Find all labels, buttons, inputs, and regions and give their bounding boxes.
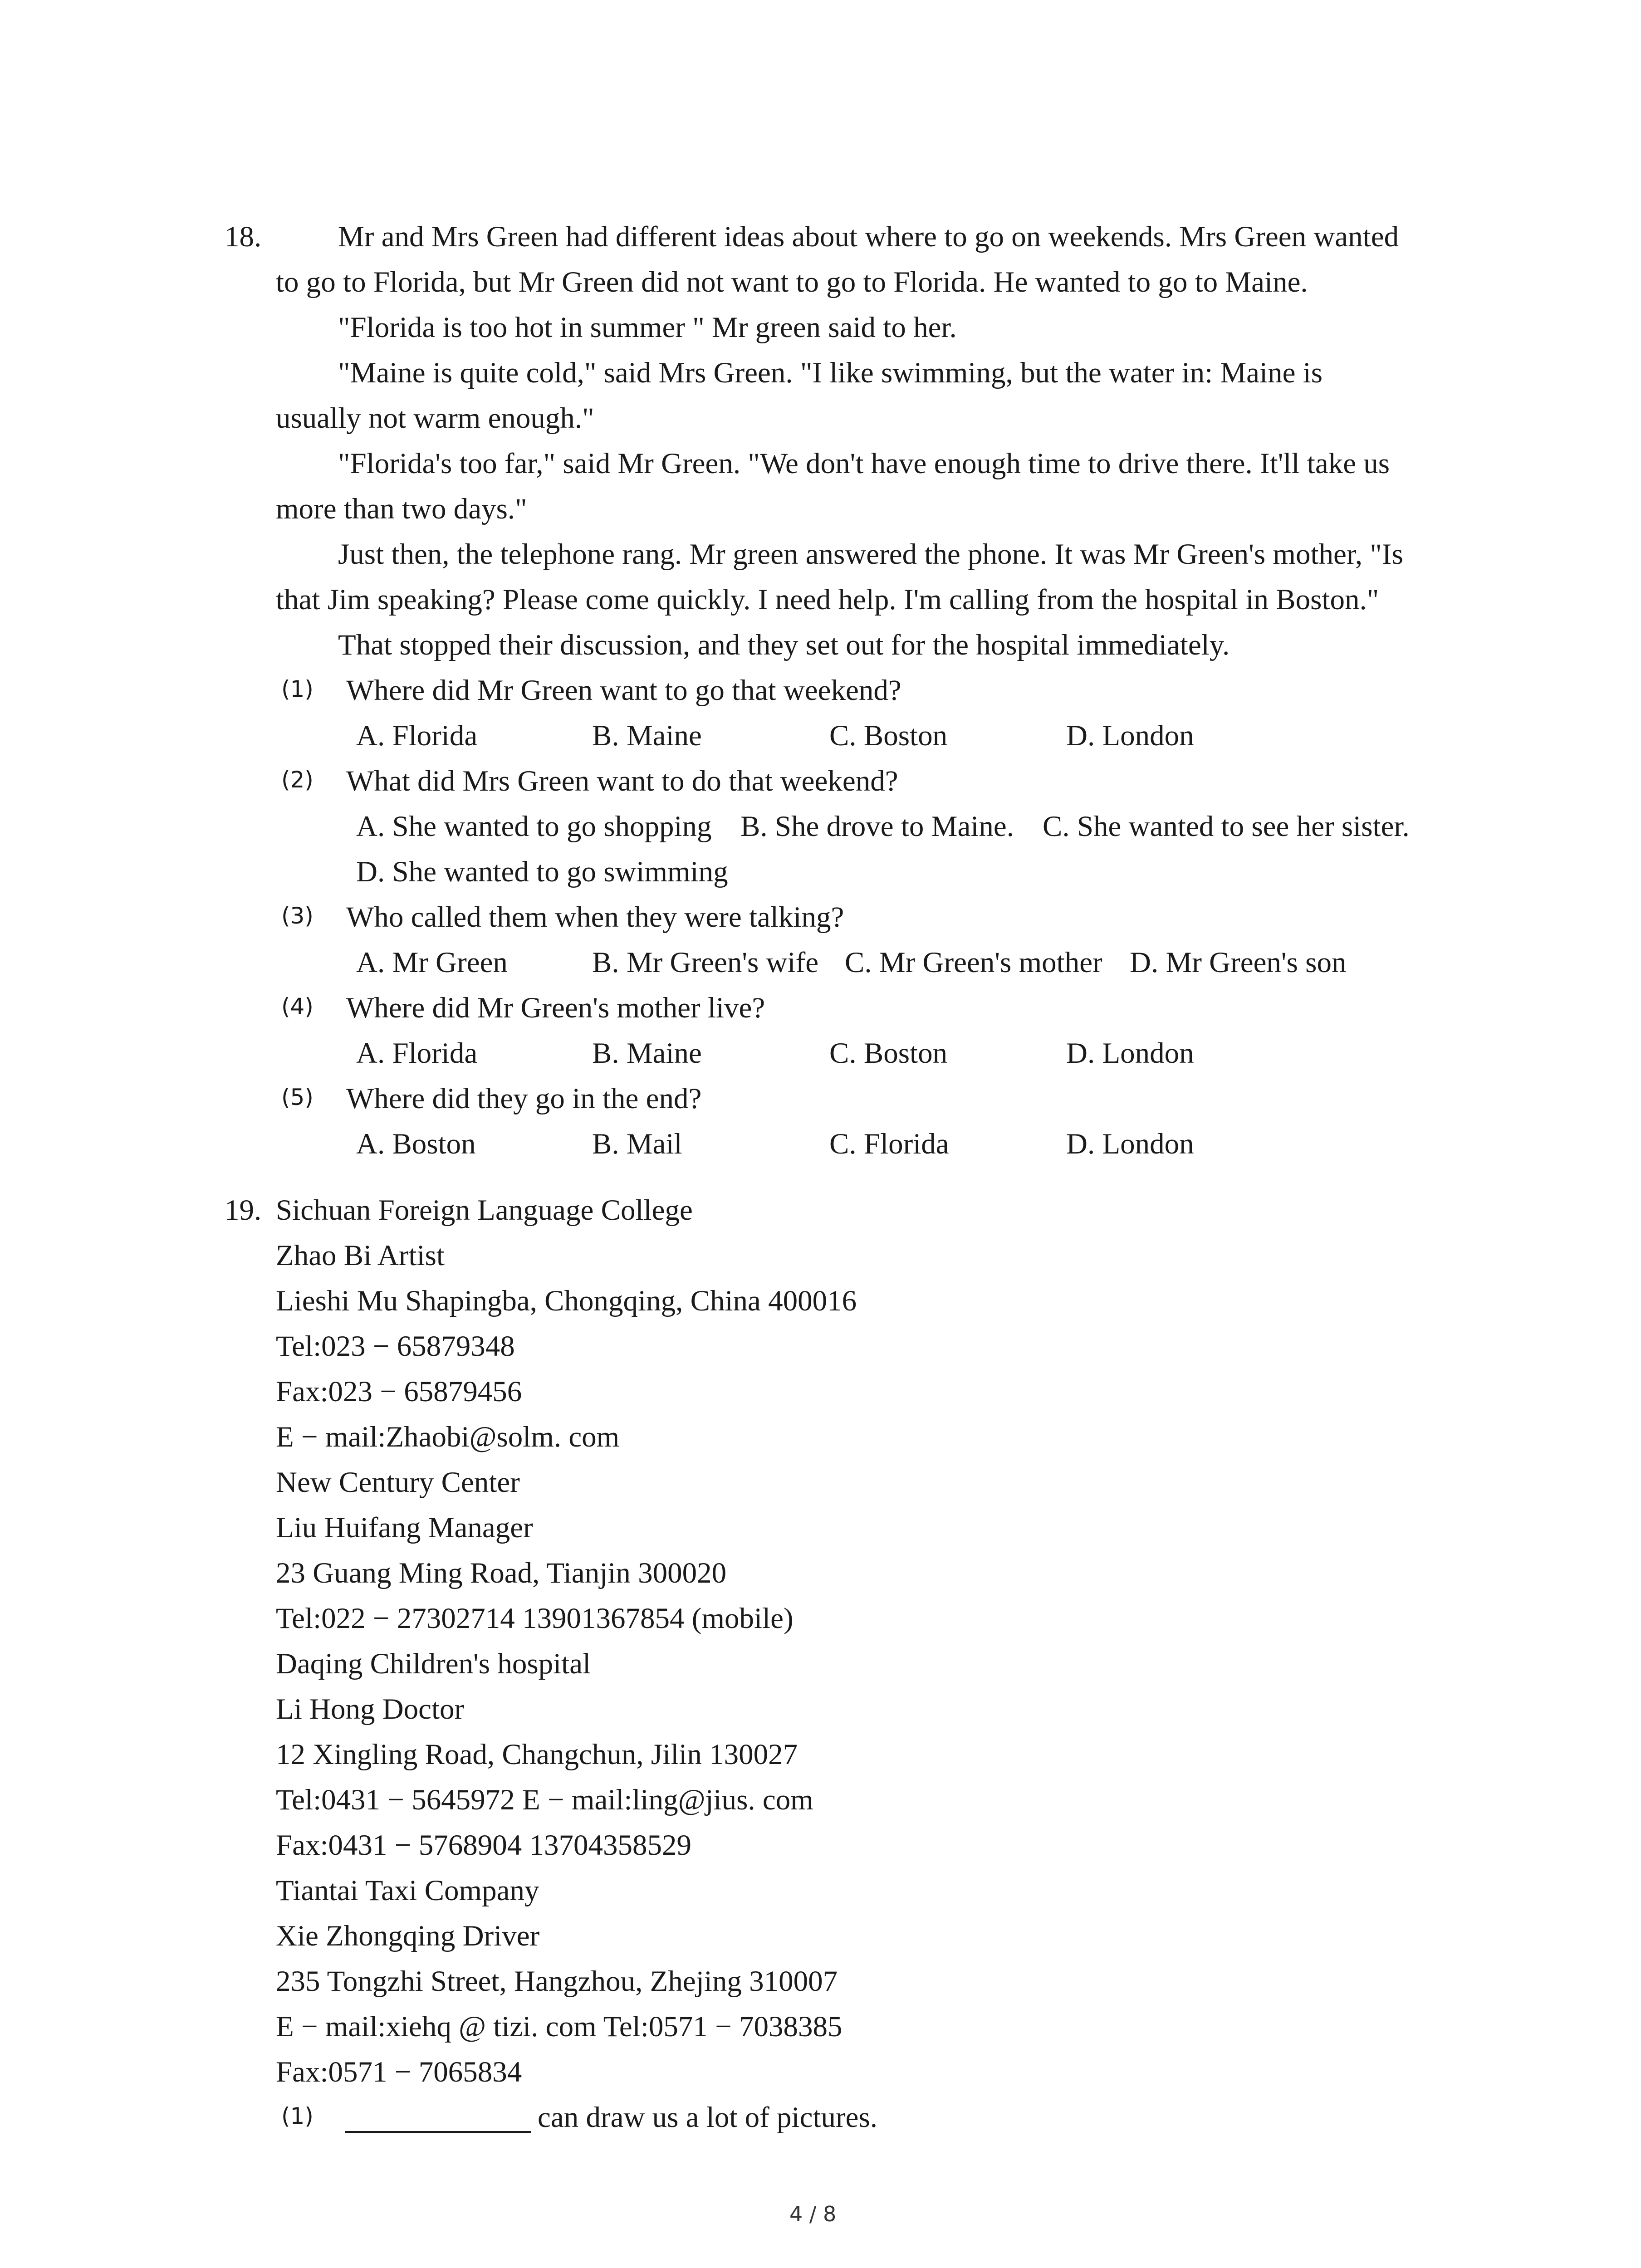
passage-line: "Florida is too hot in summer " Mr green said to her. <box>338 311 957 344</box>
option-b: B. Maine <box>592 1037 702 1070</box>
card-line: Liu Huifang Manager <box>276 1511 533 1544</box>
sub-question-number: (3) <box>281 903 314 929</box>
option-c: C. Boston <box>829 719 948 752</box>
card-line: Li Hong Doctor <box>276 1693 465 1725</box>
sub-question-text: can draw us a lot of pictures. <box>538 2101 878 2134</box>
passage-line: usually not warm enough." <box>276 402 594 435</box>
sub-question-number: (1) <box>281 676 314 702</box>
option-c: C. Boston <box>829 1037 948 1070</box>
card-line: E − mail:Zhaobi@solm. com <box>276 1421 620 1453</box>
option-b: B. Mail <box>592 1128 682 1160</box>
option-a: A. Florida <box>356 1037 478 1070</box>
card-line: 23 Guang Ming Road, Tianjin 300020 <box>276 1557 727 1589</box>
answer-blank[interactable] <box>345 2131 531 2133</box>
passage-line: more than two days." <box>276 493 527 525</box>
option-b: B. Mr Green's wife <box>592 946 819 979</box>
sub-question-number: (5) <box>281 1084 314 1110</box>
sub-question-text: Who called them when they were talking? <box>346 901 844 934</box>
sub-question-number: (2) <box>281 767 314 793</box>
card-line: Lieshi Mu Shapingba, Chongqing, China 400016 <box>276 1285 857 1317</box>
sub-question-text: Where did Mr Green's mother live? <box>346 992 765 1024</box>
card-line: Daqing Children's hospital <box>276 1647 591 1680</box>
page-number: 4 / 8 <box>789 2202 837 2226</box>
option-b: B. She drove to Maine. <box>740 810 1014 843</box>
option-c: C. She wanted to see her sister. <box>1043 810 1410 843</box>
card-line: Tel:022 − 27302714 13901367854 (mobile) <box>276 1602 794 1635</box>
option-d: D. Mr Green's son <box>1130 946 1347 979</box>
passage-line: "Maine is quite cold," said Mrs Green. "I like swimming, but the water in: Maine is <box>338 357 1323 389</box>
option-a: A. She wanted to go shopping <box>356 810 712 843</box>
passage-line: to go to Florida, but Mr Green did not want to go to Florida. He wanted to go to Maine. <box>276 266 1308 298</box>
option-a: A. Mr Green <box>356 946 508 979</box>
question-number-18: 18. <box>225 220 262 253</box>
card-line: Fax:023 − 65879456 <box>276 1375 522 1408</box>
sub-question-number: (4) <box>281 993 314 1020</box>
card-line: Fax:0571 − 7065834 <box>276 2056 522 2088</box>
passage-line: That stopped their discussion, and they set out for the hospital immediately. <box>338 629 1230 661</box>
option-c: C. Florida <box>829 1128 949 1160</box>
option-d: D. She wanted to go swimming <box>356 855 728 888</box>
sub-question-text: Where did Mr Green want to go that weekend? <box>346 674 901 707</box>
card-line: 12 Xingling Road, Changchun, Jilin 130027 <box>276 1738 798 1771</box>
card-line: Zhao Bi Artist <box>276 1239 445 1272</box>
option-a: A. Boston <box>356 1128 476 1160</box>
sub-question-text: What did Mrs Green want to do that weekend? <box>346 765 898 797</box>
card-line: Xie Zhongqing Driver <box>276 1920 540 1952</box>
option-d: D. London <box>1066 1128 1194 1160</box>
card-line: Tel:0431 − 5645972 E − mail:ling@jius. com <box>276 1784 813 1816</box>
card-line: E − mail:xiehq @ tizi. com Tel:0571 − 7038385 <box>276 2010 843 2043</box>
card-line: 235 Tongzhi Street, Hangzhou, Zhejing 310007 <box>276 1965 838 1998</box>
passage-line: Just then, the telephone rang. Mr green answered the phone. It was Mr Green's mother, "Is <box>338 538 1403 571</box>
passage-line: that Jim speaking? Please come quickly. I need help. I'm calling from the hospital in Boston." <box>276 583 1379 616</box>
sub-question-number: (1) <box>281 2103 314 2129</box>
passage-line: Mr and Mrs Green had different ideas about where to go on weekends. Mrs Green wanted <box>338 220 1399 253</box>
passage-line: "Florida's too far," said Mr Green. "We don't have enough time to drive there. It'll take us <box>338 447 1390 480</box>
option-a: A. Florida <box>356 719 478 752</box>
option-d: D. London <box>1066 1037 1194 1070</box>
sub-question-text: Where did they go in the end? <box>346 1082 702 1115</box>
question-number-19: 19. <box>225 1194 262 1227</box>
card-line: Sichuan Foreign Language College <box>276 1194 693 1227</box>
option-d: D. London <box>1066 719 1194 752</box>
card-line: Tiantai Taxi Company <box>276 1874 539 1907</box>
card-line: New Century Center <box>276 1466 520 1499</box>
option-b: B. Maine <box>592 719 702 752</box>
option-c: C. Mr Green's mother <box>845 946 1102 979</box>
card-line: Tel:023 − 65879348 <box>276 1330 515 1363</box>
card-line: Fax:0431 − 5768904 13704358529 <box>276 1829 691 1862</box>
